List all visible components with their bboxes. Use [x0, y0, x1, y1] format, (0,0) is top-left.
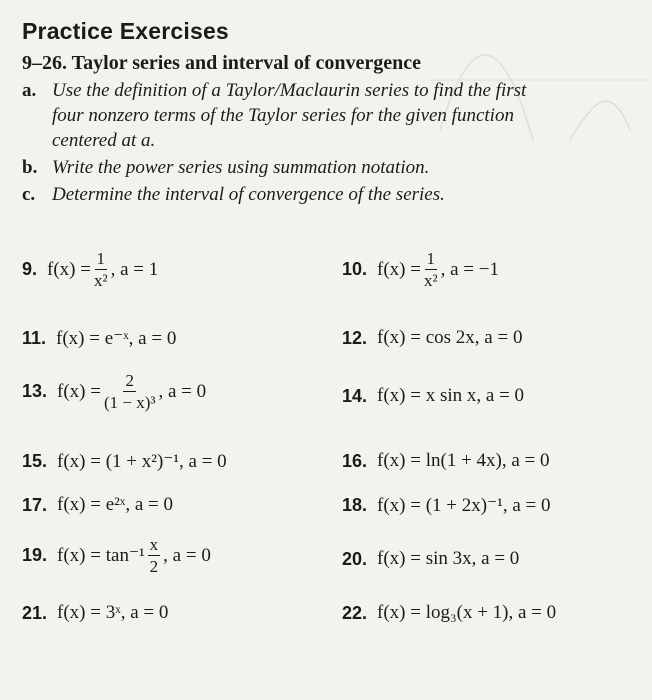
- instruction-a-line-2: four nonzero terms of the Taylor series for the given function: [52, 105, 514, 126]
- bleed-through-graph-decoration: [430, 10, 650, 140]
- fraction: $\frac{1}{\text{x²}}$: [423, 249, 438, 290]
- instruction-c: c. Determine the interval of convergence of the series.: [22, 184, 445, 205]
- instruction-a-line-3: centered at a.: [52, 130, 156, 151]
- exercise-17: 17. f(x) = e²ˣ, a = 0: [22, 494, 173, 515]
- fraction: $\frac{2}{\text{(1 − x)³}}$: [103, 371, 156, 412]
- section-heading: Practice Exercises: [22, 18, 229, 44]
- exercise-16: 16. f(x) = ln(1 + 4x), a = 0: [342, 450, 550, 471]
- instruction-a-label: a.: [22, 80, 37, 101]
- instruction-a-line-1: a. Use the definition of a Taylor/Maclaurin series to find the first: [22, 80, 527, 101]
- exercise-15: 15. f(x) = (1 + x²)⁻¹, a = 0: [22, 451, 227, 472]
- exercise-12: 12. f(x) = cos 2x, a = 0: [342, 327, 523, 348]
- exercise-21: 21. f(x) = 3ˣ, a = 0: [22, 602, 169, 623]
- exercise-18: 18. f(x) = (1 + 2x)⁻¹, a = 0: [342, 495, 551, 516]
- exercise-14: 14. f(x) = x sin x, a = 0: [342, 385, 525, 406]
- instruction-b-label: b.: [22, 157, 38, 178]
- exercise-9: 9. f(x) = $\frac{1}{\text{x²}}$ , a = 1: [22, 249, 159, 290]
- instruction-b: b. Write the power series using summation notation.: [22, 157, 430, 178]
- exercise-13: 13. f(x) = $\frac{2}{\text{(1 − x)³}}$ , a = 0: [22, 371, 207, 412]
- exercise-10: 10. f(x) = $\frac{1}{\text{x²}}$ , a = −1: [342, 249, 499, 290]
- exercise-22: 22. f(x) = log₃(x + 1), a = 0: [342, 602, 557, 623]
- fraction: $\frac{1}{\text{x²}}$: [93, 249, 108, 290]
- exercise-11: 11. f(x) = e⁻ˣ, a = 0: [22, 328, 177, 349]
- exercise-19: 19. f(x) = tan⁻¹ $\frac{x}{2}$ , a = 0: [22, 535, 211, 576]
- exercise-20: 20. f(x) = sin 3x, a = 0: [342, 548, 520, 569]
- exercise-range-title: 9–26. Taylor series and interval of convergence: [22, 52, 422, 74]
- fraction: $\frac{x}{2}$: [149, 535, 159, 576]
- instruction-c-label: c.: [22, 184, 36, 205]
